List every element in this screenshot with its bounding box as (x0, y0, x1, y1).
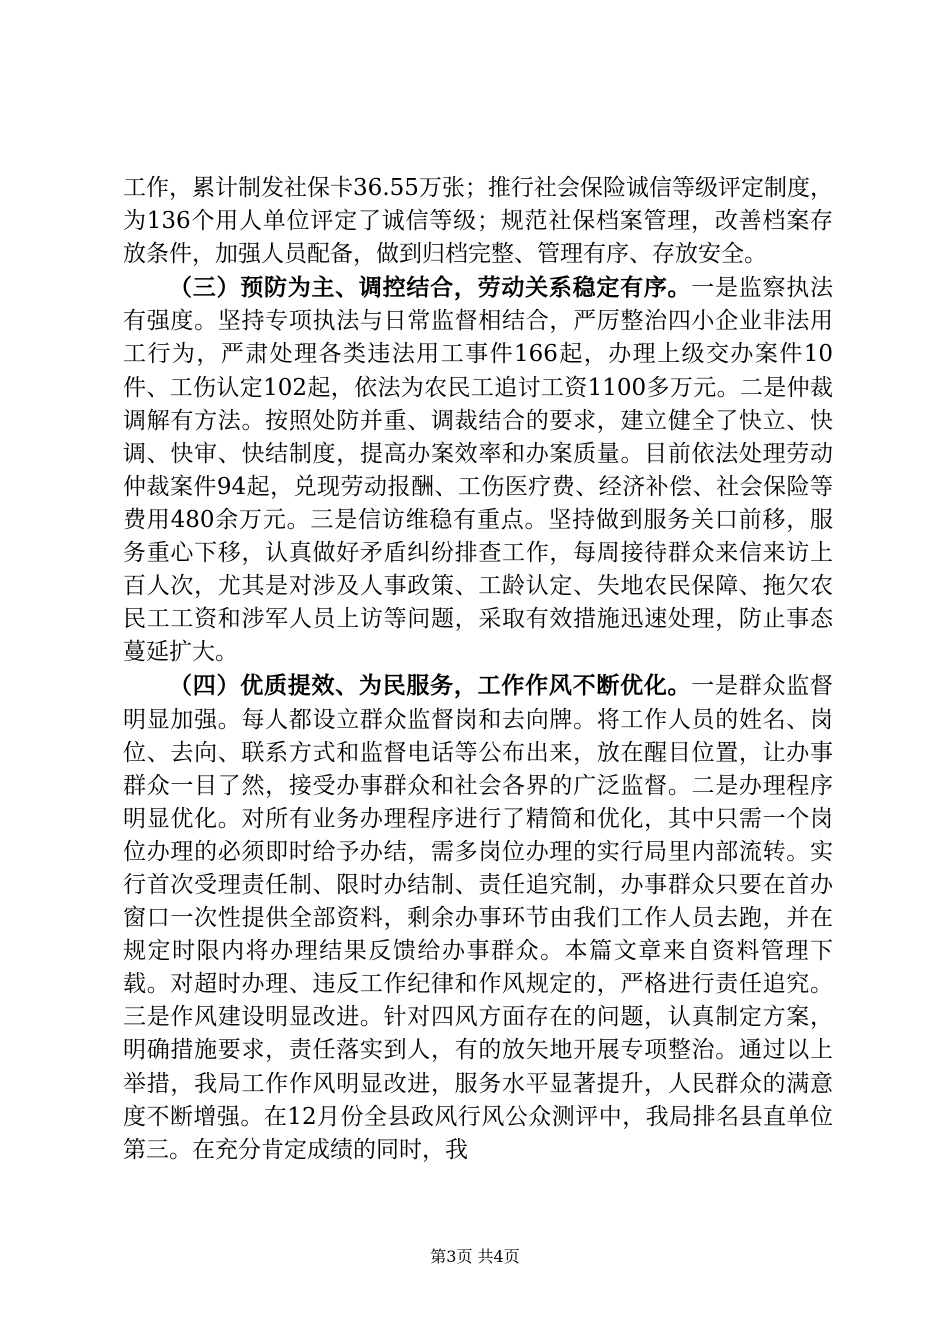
section-4-heading: （四）优质提效、为民服务，工作作风不断优化。 (169, 672, 692, 700)
paragraph-section-3 (123, 271, 833, 669)
paragraph-continuation: 工作，累计制发社保卡36.55万张；推行社会保险诚信等级评定制度，为136个用人单位评定了诚信等级；规范社保档案管理，改善档案存放条件，加强人员配备，做到归档完整、管理有序、存放安全。 (123, 175, 833, 268)
paragraph-section-4 (123, 669, 833, 1166)
section-4-text: 一是群众监督明显加强。每人都设立群众监督岗和去向牌。将工作人员的姓名、岗位、去向、联系方式和监督电话等公布出来，放在醒目位置，让办事群众一目了然，接受办事群众和社会各界的广泛监督。二是办理程序明显优化。对所有业务办理程序进行了精简和优化，其中只需一个岗位办理的必须即时给予办结，需多岗位办理的实行局里内部流转。实行首次受理责任制、限时办结制、责任追究制，办事群众只要在首办窗口一次性提供全部资料，剩余办事环节由我们工作人员去跑，并在规定时限内将办理结果反馈给办事群众。本篇文章来自资料管理下载。对超时办理、违反工作纪律和作风规定的，严格进行责任追究。三是作风建设明显改进。针对四风方面存在的问题，认真制定方案，明确措施要求，责任落实到人，有的放矢地开展专项整治。通过以上举措，我局工作作风明显改进，服务水平显著提升，人民群众的满意度不断增强。在12月份全县政风行风公众测评中，我局排名县直单位第三。在充分肯定成绩的同时，我 (123, 673, 834, 1163)
section-3-text: 一是监察执法有强度。坚持专项执法与日常监督相结合，严厉整治四小企业非法用工行为，严肃处理各类违法用工事件166起，办理上级交办案件10件、工伤认定102起，依法为农民工追讨工资1100多万元。二是仲裁调解有方法。按照处防并重、调裁结合的要求，建立健全了快立、快调、快审、快结制度，提高办案效率和办案质量。目前依法处理劳动仲裁案件94起，兑现劳动报酬、工伤医疗费、经济补偿、社会保险等费用480余万元。三是信访维稳有重点。坚持做到服务关口前移，服务重心下移，认真做好矛盾纠纷排查工作，每周接待群众来信来访上百人次，尤其是对涉及人事政策、工龄认定、失地农民保障、拖欠农民工工资和涉军人员上访等问题，采取有效措施迅速处理，防止事态蔓延扩大。 (123, 275, 834, 666)
page-number-footer: 第3页 共4页 (430, 1247, 520, 1266)
document-body (123, 172, 833, 1167)
section-3-heading: （三）预防为主、调控结合，劳动关系稳定有序。 (169, 274, 692, 302)
